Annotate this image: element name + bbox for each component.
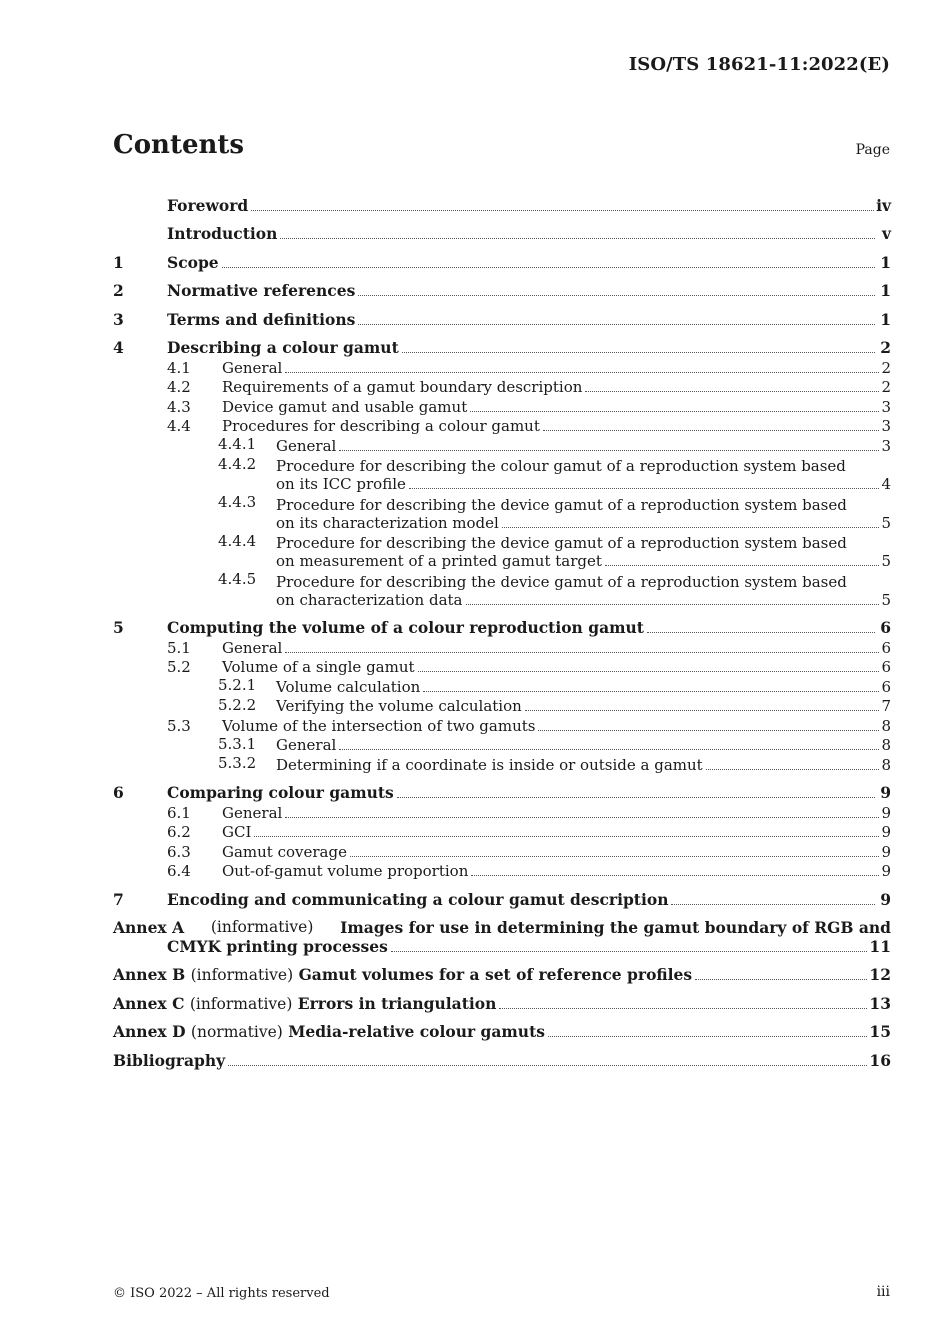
dot-leader bbox=[251, 210, 874, 211]
dot-leader bbox=[671, 904, 875, 905]
toc-entry-title: GCI bbox=[222, 823, 252, 841]
toc-entry-title: Volume of the intersection of two gamuts bbox=[222, 716, 536, 735]
toc-entry-number: 5.3 bbox=[167, 716, 191, 735]
toc-entry-title: Introduction bbox=[167, 224, 278, 243]
toc-entry-title-continued: on its ICC profile bbox=[276, 475, 406, 493]
toc-entry[interactable] bbox=[113, 822, 891, 842]
annex-kind: (informative) bbox=[189, 994, 293, 1013]
dot-leader bbox=[339, 450, 879, 451]
toc-entry-page: 9 bbox=[881, 862, 891, 880]
annex-label: Annex C bbox=[113, 993, 185, 1013]
toc-entry-page: 2 bbox=[881, 358, 891, 377]
dot-leader bbox=[280, 238, 875, 239]
toc-entry-number: 4.4.1 bbox=[218, 435, 257, 453]
dot-leader bbox=[585, 391, 879, 392]
toc-entry-page: 1 bbox=[880, 252, 891, 272]
annex-kind: (informative) bbox=[190, 966, 294, 984]
dot-leader bbox=[499, 1008, 867, 1009]
toc-entry-page: 9 bbox=[881, 823, 891, 841]
document-id: ISO/TS 18621-11:2022(E) bbox=[628, 54, 890, 75]
toc-entry[interactable] bbox=[113, 570, 891, 609]
footer-page-number: iii bbox=[876, 1284, 890, 1300]
toc-entry-page: 6 bbox=[881, 638, 891, 657]
dot-leader bbox=[350, 856, 879, 857]
dot-leader bbox=[471, 875, 879, 876]
toc-entry-page: 8 bbox=[881, 755, 891, 774]
toc-entry-title: Describing a colour gamut bbox=[167, 338, 399, 357]
toc-entry-number: 5.2.2 bbox=[218, 695, 257, 714]
toc-entry[interactable] bbox=[113, 609, 891, 638]
contents-title: Contents bbox=[113, 130, 245, 160]
toc-entry-number: 6.1 bbox=[167, 803, 191, 822]
toc-entry-number: 4.4.4 bbox=[218, 531, 257, 550]
toc-entry-title: Gamut coverage bbox=[222, 842, 347, 861]
annex-title: Gamut volumes for a set of reference profiles bbox=[298, 965, 693, 984]
annex-title: Errors in triangulation bbox=[297, 993, 497, 1013]
toc-entry-number: 6 bbox=[113, 783, 124, 802]
toc-entry-page: 8 bbox=[881, 716, 891, 735]
toc-entry[interactable] bbox=[113, 657, 891, 677]
toc-annex-entry[interactable] bbox=[113, 1013, 891, 1042]
annex-page: 13 bbox=[869, 993, 891, 1013]
dot-leader bbox=[222, 267, 875, 268]
toc-entry[interactable] bbox=[113, 493, 891, 532]
toc-annex-entry[interactable] bbox=[113, 984, 891, 1013]
toc-entry[interactable] bbox=[113, 637, 891, 657]
toc-entry[interactable] bbox=[113, 357, 891, 377]
toc-entry-page: iv bbox=[876, 195, 891, 215]
dot-leader bbox=[391, 951, 868, 952]
toc-entry-title: General bbox=[222, 803, 283, 822]
toc-entry[interactable] bbox=[113, 676, 891, 696]
dot-leader bbox=[647, 632, 875, 633]
annex-title: Media-relative colour gamuts bbox=[288, 1022, 545, 1041]
toc-entry-number: 4.1 bbox=[167, 358, 191, 377]
dot-leader bbox=[543, 430, 880, 431]
dot-leader bbox=[409, 488, 880, 489]
dot-leader bbox=[228, 1065, 867, 1066]
toc-entry[interactable] bbox=[113, 735, 891, 755]
toc-entry[interactable] bbox=[113, 272, 891, 301]
dot-leader bbox=[423, 691, 879, 692]
toc-entry-page: 2 bbox=[880, 338, 891, 357]
toc-entry[interactable] bbox=[113, 455, 891, 494]
toc-entry-number: 4 bbox=[113, 338, 124, 357]
toc-entry-title-continued: on characterization data bbox=[276, 590, 463, 609]
annex-title: Images for use in determining the gamut boundary of RGB and bbox=[340, 917, 891, 937]
toc-entry-page: 5 bbox=[881, 552, 891, 570]
toc-entry-number: 5.2.1 bbox=[218, 676, 257, 694]
dot-leader bbox=[358, 324, 875, 325]
toc-entry[interactable] bbox=[113, 696, 891, 716]
toc-entry-title: Procedure for describing the device gamut of a reproduction system based bbox=[276, 495, 847, 514]
toc-entry-number: 5.2 bbox=[167, 658, 191, 676]
annex-kind: (informative) bbox=[210, 917, 314, 936]
toc-entry[interactable] bbox=[113, 861, 891, 881]
toc-entry-page: v bbox=[881, 224, 891, 243]
toc-entry-page: 9 bbox=[880, 783, 891, 802]
toc-entry-number: 1 bbox=[113, 252, 124, 272]
toc-entry-page: 3 bbox=[881, 397, 891, 416]
dot-leader bbox=[538, 730, 879, 731]
toc-entry-number: 6.3 bbox=[167, 842, 191, 861]
toc-bibliography-entry[interactable] bbox=[113, 1041, 891, 1070]
annex-label: Annex A bbox=[113, 917, 185, 937]
toc-entry-page: 3 bbox=[881, 417, 891, 435]
annex-title-continued: CMYK printing processes bbox=[167, 936, 388, 956]
annex-kind: (normative) bbox=[190, 1023, 283, 1041]
toc-entry[interactable] bbox=[113, 329, 891, 358]
dot-leader bbox=[254, 836, 879, 837]
toc-entry-page: 1 bbox=[880, 281, 891, 300]
toc-entry-title: Procedure for describing the device gamut of a reproduction system based bbox=[276, 534, 847, 552]
toc-entry-page: 6 bbox=[881, 677, 891, 696]
annex-page: 12 bbox=[869, 965, 891, 984]
toc-entry[interactable] bbox=[113, 243, 891, 272]
toc-entry-title: Comparing colour gamuts bbox=[167, 783, 394, 802]
toc-entry-title: Procedure for describing the colour gamut of a reproduction system based bbox=[276, 457, 846, 475]
dot-leader bbox=[397, 797, 875, 798]
dot-leader bbox=[466, 604, 880, 605]
toc-entry-title: Normative references bbox=[167, 281, 356, 300]
toc-entry-page: 6 bbox=[881, 658, 891, 676]
toc-entry[interactable] bbox=[113, 774, 891, 803]
dot-leader bbox=[339, 749, 879, 750]
toc-entry-title: Volume calculation bbox=[276, 677, 421, 696]
toc-entry-number: 4.2 bbox=[167, 378, 191, 396]
toc-entry-title: Foreword bbox=[167, 195, 249, 215]
annex-page: 11 bbox=[869, 936, 891, 956]
toc-entry-title: Requirements of a gamut boundary description bbox=[222, 378, 583, 396]
toc-entry-title: General bbox=[222, 358, 283, 377]
dot-leader bbox=[402, 352, 875, 353]
toc-entry-number: 6.4 bbox=[167, 862, 191, 880]
toc-entry[interactable] bbox=[113, 802, 891, 822]
toc-entry-title: Volume of a single gamut bbox=[222, 658, 415, 676]
toc-entry-title: Computing the volume of a colour reproduction gamut bbox=[167, 618, 644, 637]
toc-entry-title: Verifying the volume calculation bbox=[276, 697, 522, 715]
toc-entry[interactable] bbox=[113, 841, 891, 861]
toc-entry-page: 5 bbox=[881, 590, 891, 609]
toc-entry-page: 1 bbox=[880, 309, 891, 329]
toc-entry-title: Encoding and communicating a colour gamut description bbox=[167, 889, 669, 909]
dot-leader bbox=[695, 979, 867, 980]
toc-entry-number: 5.3.2 bbox=[218, 754, 257, 772]
dot-leader bbox=[285, 817, 879, 818]
toc-entry-number: 4.4.5 bbox=[218, 570, 257, 588]
dot-leader bbox=[285, 652, 879, 653]
footer-copyright: © ISO 2022 – All rights reserved bbox=[113, 1286, 330, 1301]
toc-entry-number: 7 bbox=[113, 889, 124, 909]
toc-entry-title: Out-of-gamut volume proportion bbox=[222, 862, 469, 880]
annex-page: 15 bbox=[869, 1022, 891, 1041]
table-of-contents bbox=[113, 186, 891, 1070]
toc-entry-number: 2 bbox=[113, 281, 124, 300]
toc-entry-title: Procedure for describing the device gamut of a reproduction system based bbox=[276, 572, 847, 591]
toc-annex-entry[interactable] bbox=[113, 956, 891, 985]
toc-entry-title-continued: on its characterization model bbox=[276, 513, 499, 532]
toc-entry[interactable] bbox=[113, 532, 891, 571]
toc-entry-title: Procedures for describing a colour gamut bbox=[222, 417, 540, 435]
toc-entry-number: 5.3.1 bbox=[218, 734, 257, 753]
toc-entry-title: General bbox=[276, 736, 337, 754]
toc-entry-page: 3 bbox=[881, 436, 891, 455]
toc-entry-title: Device gamut and usable gamut bbox=[222, 397, 468, 416]
dot-leader bbox=[285, 372, 879, 373]
dot-leader bbox=[525, 710, 880, 711]
toc-entry-number: 4.3 bbox=[167, 397, 191, 416]
toc-entry-page: 8 bbox=[881, 736, 891, 754]
dot-leader bbox=[548, 1036, 867, 1037]
toc-entry[interactable] bbox=[113, 300, 891, 329]
dot-leader bbox=[470, 411, 879, 412]
annex-label: Annex B bbox=[113, 965, 186, 984]
toc-entry-page: 9 bbox=[880, 889, 891, 909]
toc-entry-title-continued: on measurement of a printed gamut target bbox=[276, 552, 602, 570]
toc-entry-title: Scope bbox=[167, 252, 219, 272]
toc-entry-number: 5 bbox=[113, 618, 124, 637]
toc-entry[interactable] bbox=[113, 396, 891, 416]
toc-entry[interactable] bbox=[113, 715, 891, 735]
toc-entry-title: General bbox=[222, 638, 283, 657]
toc-entry-number: 4.4.2 bbox=[218, 454, 257, 473]
toc-entry[interactable] bbox=[113, 416, 891, 436]
toc-entry[interactable] bbox=[113, 377, 891, 397]
dot-leader bbox=[502, 527, 880, 528]
dot-leader bbox=[418, 671, 880, 672]
toc-entry-number: 5.1 bbox=[167, 638, 191, 657]
toc-entry-page: 9 bbox=[881, 842, 891, 861]
bibliography-page: 16 bbox=[869, 1050, 891, 1070]
toc-entry[interactable] bbox=[113, 186, 891, 215]
toc-entry-page: 6 bbox=[880, 618, 891, 637]
toc-entry-number: 4.4 bbox=[167, 417, 191, 435]
bibliography-title: Bibliography bbox=[113, 1050, 226, 1070]
toc-entry-title: General bbox=[276, 436, 337, 455]
annex-label: Annex D bbox=[113, 1022, 186, 1041]
toc-entry-page: 7 bbox=[881, 697, 891, 715]
toc-entry-number: 6.2 bbox=[167, 823, 191, 841]
toc-entry[interactable] bbox=[113, 435, 891, 455]
toc-entry[interactable] bbox=[113, 754, 891, 774]
toc-entry-page: 2 bbox=[881, 378, 891, 396]
page-column-label: Page bbox=[855, 142, 890, 158]
toc-entry-number: 3 bbox=[113, 309, 124, 329]
toc-entry[interactable] bbox=[113, 215, 891, 244]
toc-entry-number: 4.4.3 bbox=[218, 493, 257, 511]
dot-leader bbox=[706, 769, 880, 770]
toc-entry-title: Determining if a coordinate is inside or outside a gamut bbox=[276, 755, 703, 774]
dot-leader bbox=[605, 565, 880, 566]
toc-entry[interactable] bbox=[113, 880, 891, 909]
toc-entry-page: 5 bbox=[881, 513, 891, 532]
toc-entry-page: 9 bbox=[881, 803, 891, 822]
toc-entry-title: Terms and definitions bbox=[167, 309, 356, 329]
toc-annex-entry[interactable] bbox=[113, 909, 891, 956]
toc-entry-page: 4 bbox=[881, 475, 891, 493]
dot-leader bbox=[358, 295, 875, 296]
